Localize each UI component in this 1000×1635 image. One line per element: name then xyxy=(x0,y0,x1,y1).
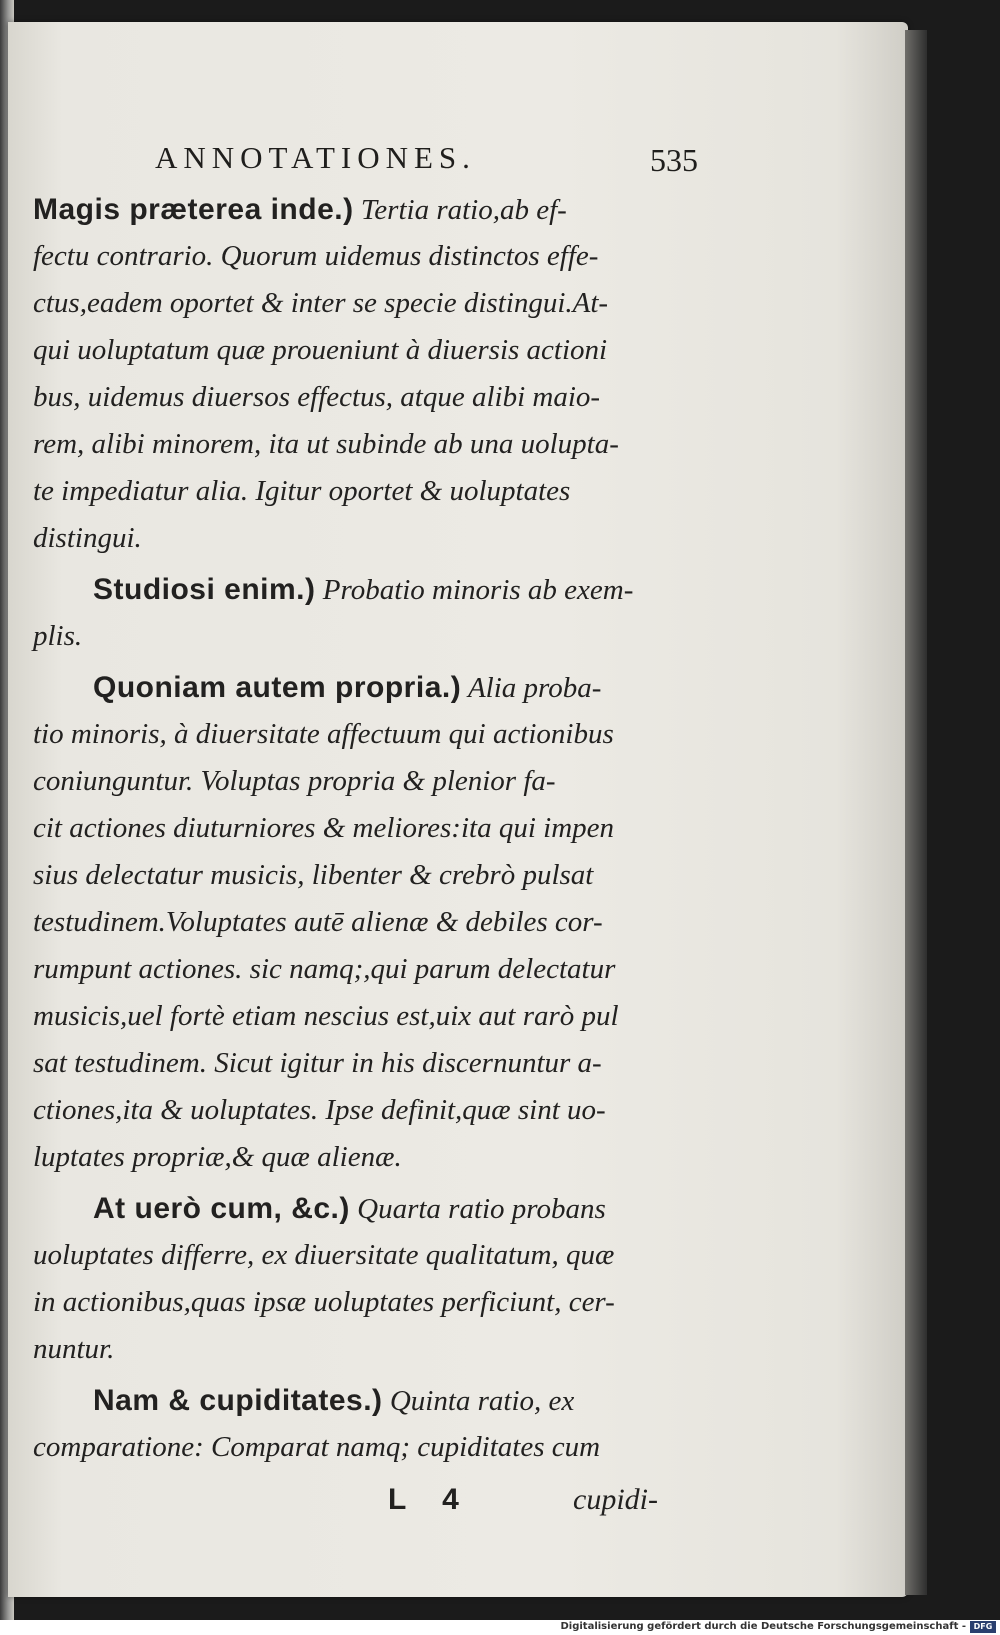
text-line xyxy=(33,468,698,515)
text-line xyxy=(33,1134,698,1181)
text-line xyxy=(33,1185,698,1232)
line-text: comparatione: Comparat namq; cupiditates cum xyxy=(33,1431,601,1463)
line-text: cit actiones diuturniores & meliores:ita qui impen xyxy=(33,812,615,844)
line-text: Quinta ratio, ex xyxy=(389,1385,575,1417)
text-line xyxy=(33,1424,698,1471)
annotation-paragraph xyxy=(33,566,698,660)
credit-text: Digitalisierung gefördert durch die Deutsche Forschungsgemeinschaft - xyxy=(560,1621,966,1632)
annotation-body xyxy=(33,186,698,1471)
lemma-heading: Nam & cupiditates.) xyxy=(93,1384,383,1417)
text-line xyxy=(33,374,698,421)
line-text: Probatio minoris ab exem- xyxy=(322,574,634,606)
line-text: luptates propriæ,& quæ alienæ. xyxy=(33,1141,402,1173)
running-head: ANNOTATIONES. xyxy=(155,140,476,175)
dfg-logo: DFG xyxy=(970,1621,996,1633)
text-line xyxy=(33,1040,698,1087)
line-text: distingui. xyxy=(33,522,142,554)
page-fore-edge xyxy=(905,30,927,1595)
text-line xyxy=(33,993,698,1040)
text-line xyxy=(33,664,698,711)
text-line xyxy=(33,1279,698,1326)
text-line xyxy=(33,566,698,613)
page-text-block xyxy=(33,140,698,1525)
text-line xyxy=(33,421,698,468)
line-text: Quarta ratio probans xyxy=(357,1193,606,1225)
lemma-heading: Magis præterea inde.) xyxy=(33,193,354,226)
text-line xyxy=(33,327,698,374)
line-text: sius delectatur musicis, libenter & crebrò pulsat xyxy=(33,859,594,891)
annotation-paragraph xyxy=(33,1377,698,1471)
lemma-heading: Quoniam autem propria.) xyxy=(93,671,462,704)
text-line xyxy=(33,1232,698,1279)
line-text: musicis,uel fortè etiam nescius est,uix aut rarò pul xyxy=(33,1000,619,1032)
line-text: sat testudinem. Sicut igitur in his discernuntur a- xyxy=(33,1047,602,1079)
text-line xyxy=(33,758,698,805)
line-text: uoluptates differre, ex diuersitate qualitatum, quæ xyxy=(33,1239,615,1271)
line-text: fectu contrario. Quorum uidemus distinctos effe- xyxy=(33,240,599,272)
annotation-paragraph xyxy=(33,186,698,562)
line-text: Alia proba- xyxy=(467,672,602,704)
signature-mark: L 4 xyxy=(388,1483,473,1516)
line-text: Tertia ratio,ab ef- xyxy=(360,194,567,226)
catchword: cupidi- xyxy=(573,1483,658,1516)
line-text: plis. xyxy=(33,620,83,652)
line-text: testudinem.Voluptates autē alienæ & debiles cor- xyxy=(33,906,603,938)
line-text: bus, uidemus diuersos effectus, atque alibi maio- xyxy=(33,381,601,413)
text-line xyxy=(33,1326,698,1373)
line-text: rumpunt actiones. sic namq;,qui parum delectatur xyxy=(33,953,616,985)
lemma-heading: At uerò cum, &c.) xyxy=(93,1192,350,1225)
text-line xyxy=(33,899,698,946)
page-header xyxy=(33,140,698,184)
page-number: 535 xyxy=(650,142,698,178)
text-line xyxy=(33,233,698,280)
line-text: tio minoris, à diuersitate affectuum qui actionibus xyxy=(33,718,614,750)
annotation-paragraph xyxy=(33,1185,698,1373)
page-footer xyxy=(33,1475,698,1525)
text-line xyxy=(33,1377,698,1424)
line-text: qui uoluptatum quæ proueniunt à diuersis actioni xyxy=(33,334,608,366)
digitization-credit-bar xyxy=(0,1620,1000,1635)
text-line xyxy=(33,946,698,993)
text-line xyxy=(33,711,698,758)
line-text: ctus,eadem oportet & inter se specie distingui.At- xyxy=(33,287,609,319)
text-line xyxy=(33,852,698,899)
annotation-paragraph xyxy=(33,664,698,1181)
lemma-heading: Studiosi enim.) xyxy=(93,573,316,606)
text-line xyxy=(33,613,698,660)
text-line xyxy=(33,1087,698,1134)
line-text: te impediatur alia. Igitur oportet & uoluptates xyxy=(33,475,571,507)
text-line xyxy=(33,186,698,233)
text-line xyxy=(33,515,698,562)
line-text: coniunguntur. Voluptas propria & plenior fa- xyxy=(33,765,556,797)
text-line xyxy=(33,280,698,327)
line-text: ctiones,ita & uoluptates. Ipse definit,quæ sint uo- xyxy=(33,1094,606,1126)
line-text: in actionibus,quas ipsæ uoluptates perficiunt, cer- xyxy=(33,1286,615,1318)
text-line xyxy=(33,805,698,852)
line-text: nuntur. xyxy=(33,1333,115,1365)
line-text: rem, alibi minorem, ita ut subinde ab una uolupta- xyxy=(33,428,619,460)
